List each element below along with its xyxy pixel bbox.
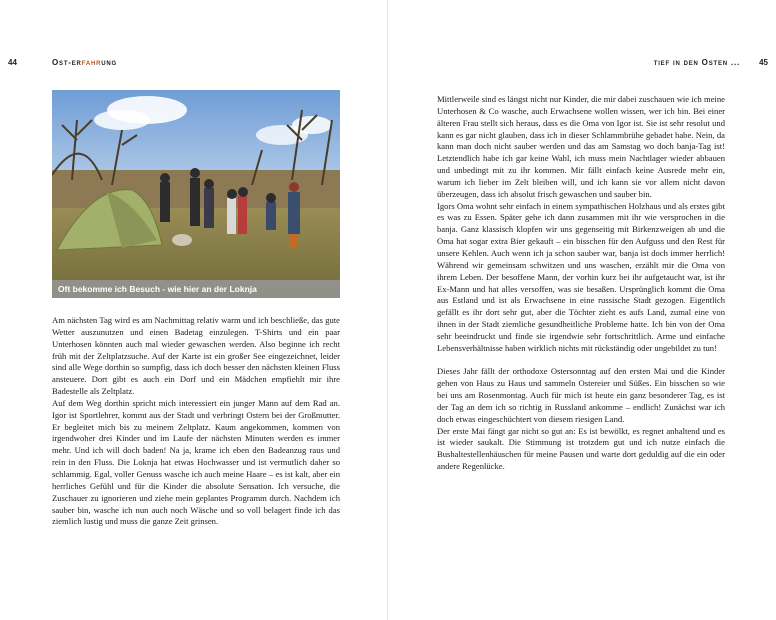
running-head-part: Ost-er: [52, 58, 82, 67]
paragraph: Am nächsten Tag wird es am Nachmittag relativ warm und ich beschließe, das gute Wetter auszunutzen und einen Badetag einzulegen. T-Shirts und ein paar Unterhosen könnten auch mal wieder gewaschen werden. Also beginne ich recht früh mit der Zeltplatzsuche. Auf der Karte ist ein großer See eingezeichnet, leider sind alle Wege dorthin so sumpfig, dass ich doch besser den nächsten kleinen Fluss ansteuere. Dort gibt es auch ein Dorf und ein Mädchen empfiehlt mir ihre Badestelle als Zeltplatz.: [52, 315, 340, 397]
running-head-accent: fahr: [81, 58, 102, 67]
page-gutter: [387, 0, 388, 620]
paragraph: Auf dem Weg dorthin spricht mich interessiert ein junger Mann auf dem Rad an. Igor ist Sportlehrer, kommt aus der Stadt und verbringt Ostern bei der Großmutter. Er begleitet mich bis zu meinem Zeltplatz. Kaum angekommen, kommen von irgendwoher drei Kinder und im Laufe der nächsten Minuten werden es immer mehr. Und ich will doch baden! Na ja, krame ich eben den Badeanzug raus und rein in den Fluss. Die Loknja hat etwas Hochwasser und ist vermutlich daher so schlammig. Egal, voller Genuss wasche ich auch meine Haare – es ist kalt, aber ein herrliches Gefühl und für die Kinder die absolute Sensation. Ich versuche, die Zuschauer zu ignorieren und ziehe mein geplantes Programm durch. Nachdem ich sauber bin, wasche ich nun auch noch Wäsche und so voll belagert finde ich das ziemlich lustig und muss die ganze Zeit grinsen.: [52, 397, 340, 527]
right-running-head: tief in den Osten ...: [653, 58, 740, 67]
right-text-column: [437, 94, 725, 473]
dog: [172, 234, 192, 246]
campsite-photo-illustration: [52, 90, 340, 298]
paragraph: Mittlerweile sind es längst nicht nur Kinder, die mir dabei zuschauen wie ich meine Unterhosen & Co wasche, auch Erwachsene wollen wissen, wer ich bin. Bei einer älteren Frau stellt sich heraus, dass es die Oma von Igor ist. Sie ist sehr resolut und kann es gar nicht glauben, dass ich in dieser Schlammbrühe gebadet habe. Nein, da kann man doch nicht sauber werden und das am Samstag wo doch banja-Tag ist! Letztendlich habe ich gar keine Wahl, ich muss mein Nachtlager wieder abbauen und unbedingt mit zu ihr kommen. Mir fällt einfach keine Ausrede mehr ein, warum ich lieber im Zelt bleiben will, und ich kann sie vor allem nicht davon überzeugen, dass ich absolut frisch gewaschen und sauber bin.: [437, 94, 725, 199]
photo-caption: Oft bekomme ich Besuch - wie hier an der Loknja: [52, 280, 340, 298]
left-page-number: 44: [8, 58, 17, 67]
paragraph: Der erste Mai fängt gar nicht so gut an: Es ist bewölkt, es regnet anhaltend und es ist wieder saukalt. Die Stimmung ist trotzdem gut und ich nutze einfach die Bushaltestellenhäuschen für meine Pausen und warte dort geduldig auf die ein oder andere Regenlücke.: [437, 425, 725, 472]
paragraph: Dieses Jahr fällt der orthodoxe Ostersonntag auf den ersten Mai und die Kinder gehen von Haus zu Haus und sammeln Ostereier und Süßes. Ein bisschen so wie bei uns am Rosenmontag. Auch für mich ist heute ein ganz besonderer Tag, es ist der Tag an dem ich so richtig in Russland ankomme – endlich! Zunächst war ich doch etwas eingeschüchtert von diesem riesigen Land.: [437, 366, 725, 424]
photo-figure: [52, 90, 340, 298]
running-head-part: ung: [101, 58, 117, 67]
cloud: [94, 110, 150, 130]
left-text-column: [52, 315, 340, 528]
left-running-head: [52, 58, 117, 67]
right-page-number: 45: [759, 58, 768, 67]
paragraph: Igors Oma wohnt sehr einfach in einem sympathischen Holzhaus und als erstes gibt es was zu Essen. Später gehe ich dann zusammen mit ihr wie versprochen in die banja. Ganz klassisch klopfen wir uns gegenseitig mit Birkenzweigen ab und die Oma hat sogar extra Bier gekauft – ein bisschen für den Aufguss und den Rest für unsere Kehlen. Auch wenn ich ja schon sauber war, banja ist doch immer herrlich! Während wir gemeinsam schwitzen und uns waschen, erzählt mir die Oma von ihrem Leben. Der besoffene Mann, der vorhin kurz bei ihr aufgetaucht war, ist ihr Ex-Mann und hat alles versoffen, was sie besaßen. Ursprünglich kommt die Oma aus Estland und ist als Erwachsene in eine russische Stadt gezogen. Eigentlich gefällt es ihr dort sehr gut, aber die Töchter zieht es aufs Land, zumal eine von ihnen in der Stadt ziemliche gesundheitliche Probleme hatte. Ich bin von der Oma sehr beeindruckt und finde sie irgendwie sehr fortschrittlich. Arme und einfache Lebensverhältnisse haben wirklich nichts mit rückständig oder ungebildet zu tun!: [437, 200, 725, 353]
